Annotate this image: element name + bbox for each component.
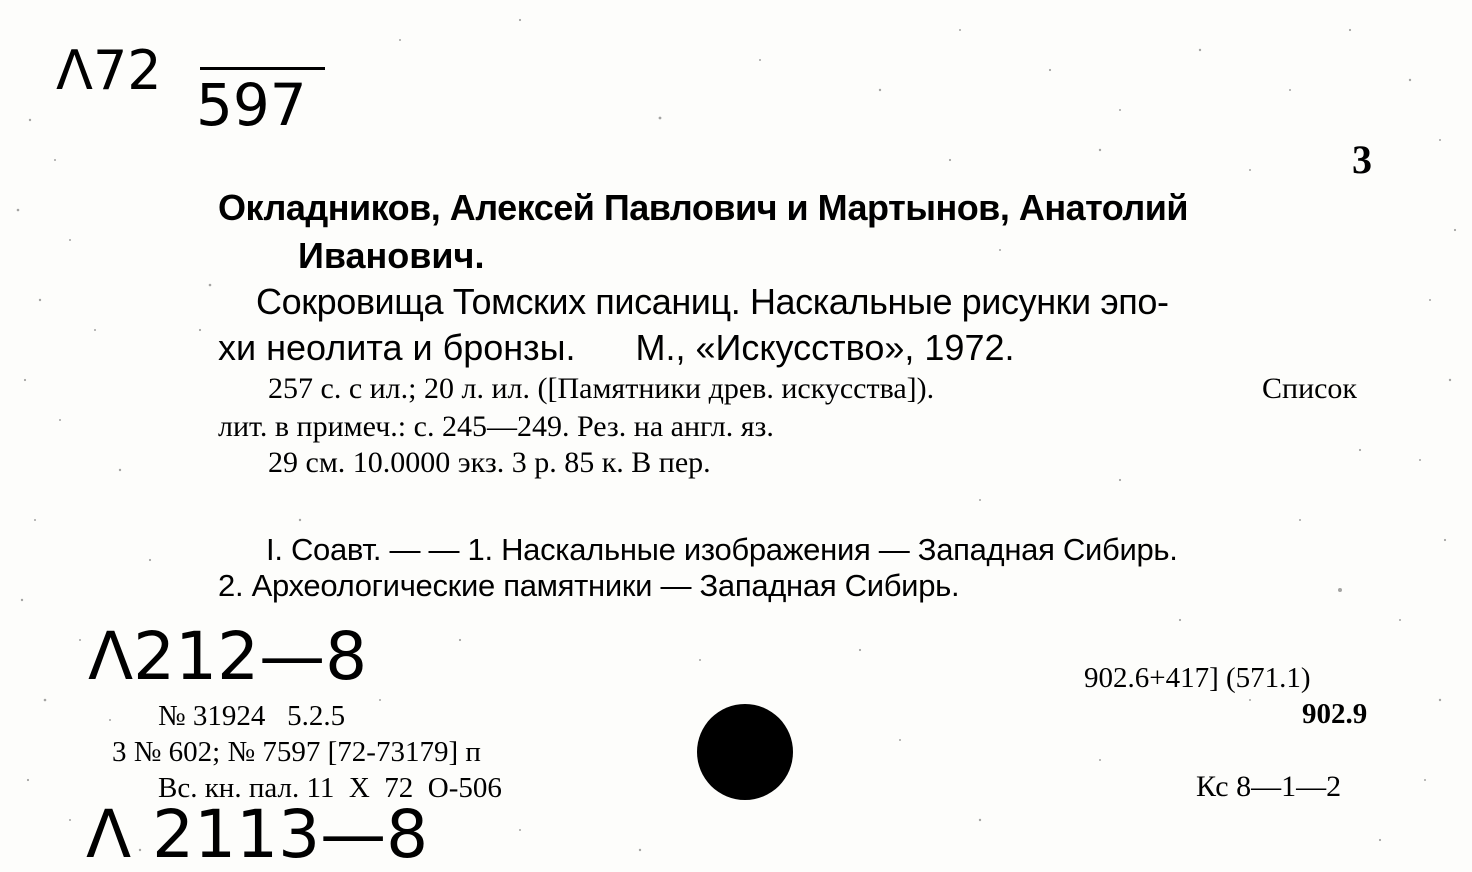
card-number: 3	[1352, 137, 1372, 182]
shelfmark-fraction-line	[200, 67, 325, 70]
classification-line-1: 902.6+417] (571.1)	[1084, 662, 1311, 694]
shelfmark-top-number: 597	[196, 71, 307, 139]
shelfmark-bottom: Λ 2113—8	[86, 796, 429, 872]
authors-line-1: Окладников, Алексей Павлович и Мартынов, Анатолий	[218, 187, 1188, 228]
description-list-label: Список	[1262, 372, 1358, 405]
shelfmark-top-prefix: Λ72	[56, 39, 162, 102]
classification-code: Кс 8—1—2	[1196, 770, 1342, 803]
tracing-line-1: I. Соавт. — — 1. Наскальные изображения — Западная Сибирь.	[266, 532, 1178, 567]
authors-line-2: Иванович.	[298, 235, 485, 276]
imprint-line-2: 3 № 602; № 7597 [72-73179] п	[112, 736, 481, 768]
title-line-1: Сокровища Томских писаниц. Наскальные рисунки эпо-	[256, 281, 1169, 322]
description-line-1: 257 с. с ил.; 20 л. ил. ([Памятники древ. искусства]).	[268, 372, 935, 405]
imprint-line-1: № 31924 5.2.5	[158, 700, 346, 732]
classification-line-2: 902.9	[1302, 698, 1368, 730]
imprint-line-3: Вс. кн. пал. 11 X 72 О-506	[158, 772, 502, 804]
description-line-2: лит. в примеч.: с. 245—249. Рез. на англ. яз.	[218, 410, 774, 443]
shelfmark-mid: Λ212—8	[88, 618, 368, 695]
tracing-line-2: 2. Археологические памятники — Западная Сибирь.	[218, 568, 960, 603]
description-line-3: 29 см. 10.0000 экз. 3 р. 85 к. В пер.	[268, 446, 711, 479]
punch-hole	[697, 704, 793, 800]
title-line-2: хи неолита и бронзы. М., «Искусство», 1972.	[218, 327, 1015, 368]
